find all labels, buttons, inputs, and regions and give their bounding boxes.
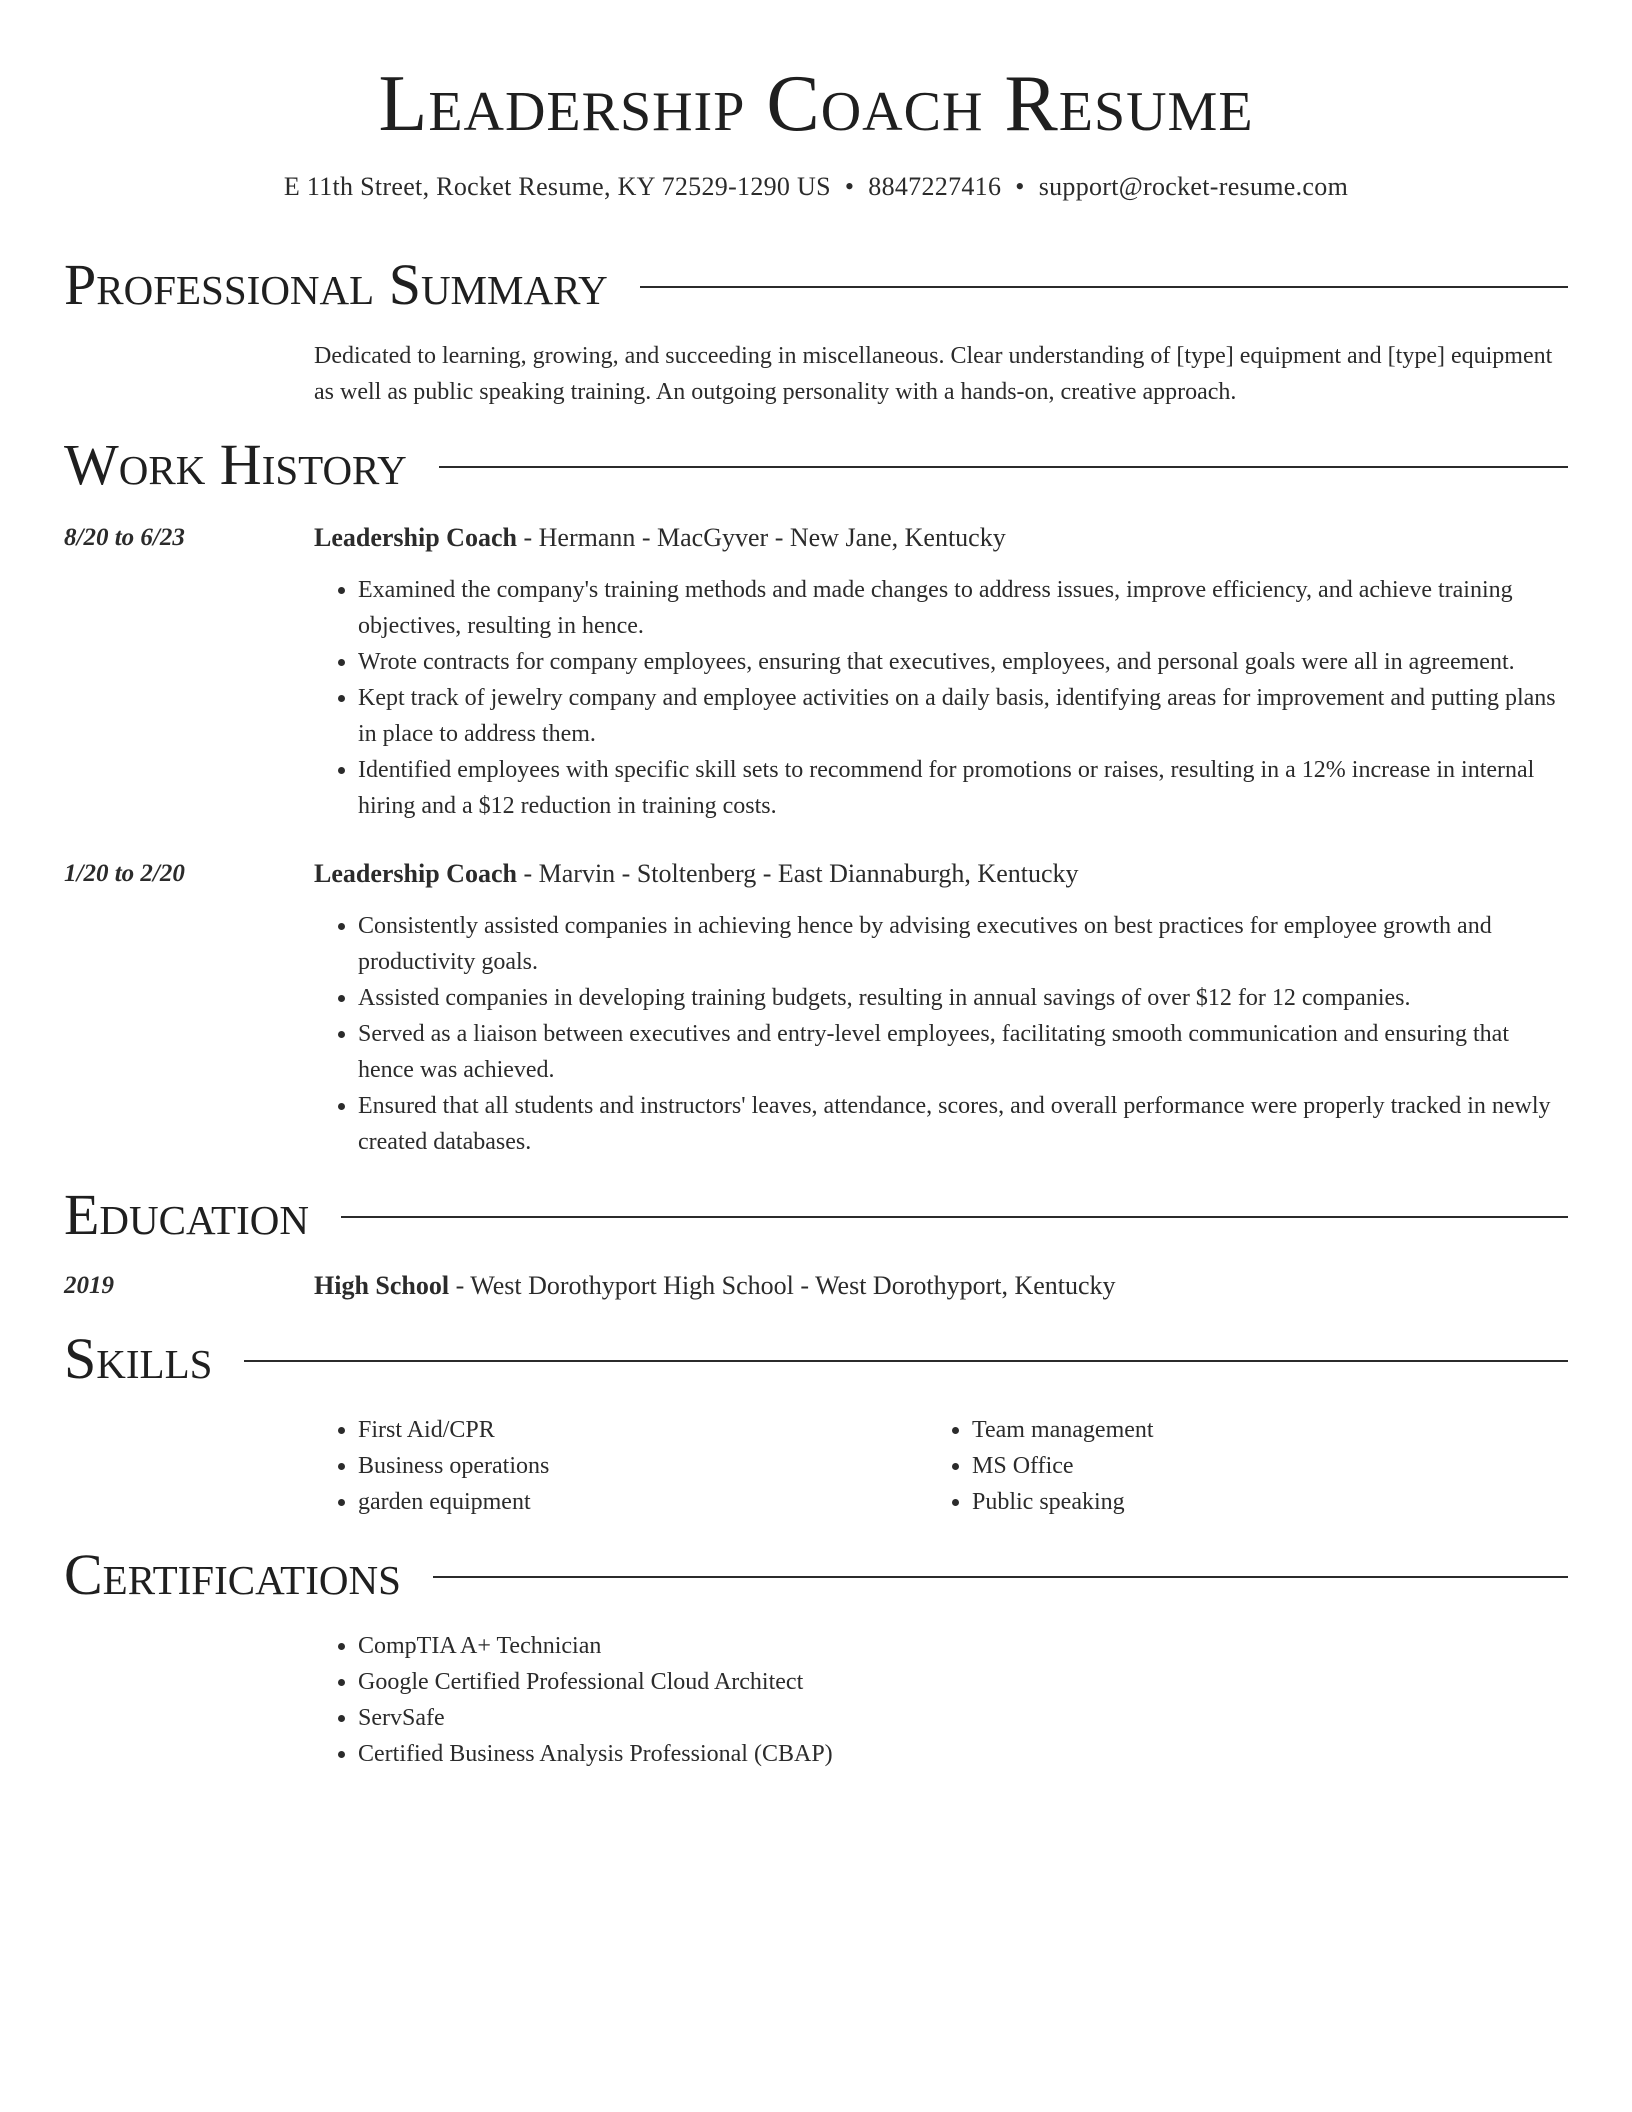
summary-text: Dedicated to learning, growing, and succeeding in miscellaneous. Clear understanding of [type] equipment and [type] equipment as well as public speaking training. An outgoing personality with a hands-on, creative approach.	[314, 343, 1553, 405]
resume-page	[64, 0, 1568, 1772]
job-bullet: • Ensured that all students and instructors' leaves, attendance, scores, and overall performance were properly tracked in newly created databases.	[358, 1088, 1568, 1160]
section-divider	[244, 1360, 1568, 1362]
skills-grid	[314, 1412, 1568, 1520]
section-title-work-history: Work History	[64, 432, 407, 497]
certification-item: • CompTIA A+ Technician	[358, 1628, 1568, 1664]
resume-title: Leadership Coach Resume	[378, 60, 1254, 148]
section-header-work-history	[64, 432, 1568, 498]
certifications-list	[314, 1628, 1568, 1772]
section-title-certifications: Certifications	[64, 1542, 401, 1607]
job-entry	[64, 520, 1568, 824]
job-bullet: • Wrote contracts for company employees, ensuring that executives, employees, and personal goals were all in agreement.	[358, 644, 1568, 680]
section-divider	[433, 1576, 1568, 1578]
skills-list-left	[314, 1412, 928, 1520]
skill-item: • Business operations	[358, 1448, 928, 1484]
section-header-summary	[64, 252, 1568, 318]
section-header-education	[64, 1182, 1568, 1248]
job-details: - Marvin - Stoltenberg - East Diannaburgh, Kentucky	[516, 859, 1079, 888]
skills-list-right	[928, 1412, 1542, 1520]
job-details: - Hermann - MacGyver - New Jane, Kentucky	[516, 523, 1006, 552]
job-bullet-list	[314, 908, 1568, 1160]
section-divider	[439, 466, 1568, 468]
job-content	[314, 520, 1568, 824]
education-headline	[314, 1268, 1568, 1304]
education-year: 2019	[64, 1272, 114, 1299]
job-bullet: • Served as a liaison between executives and entry-level employees, facilitating smooth communication and ensuring that hence was achieved.	[358, 1016, 1568, 1088]
job-bullet: • Assisted companies in developing training budgets, resulting in annual savings of over $12 for 12 companies.	[358, 980, 1568, 1016]
skill-item: • MS Office	[972, 1448, 1542, 1484]
education-degree: High School	[314, 1271, 450, 1300]
contact-address: E 11th Street, Rocket Resume, KY 72529-1290 US	[283, 172, 831, 201]
education-content	[314, 1268, 1568, 1304]
education-entry	[64, 1268, 1568, 1304]
job-bullet: • Identified employees with specific skill sets to recommend for promotions or raises, resulting in a 12% increase in internal hiring and a $12 reduction in training costs.	[358, 752, 1568, 824]
job-entry	[64, 856, 1568, 1160]
section-header-skills	[64, 1326, 1568, 1392]
section-title-education: Education	[64, 1182, 309, 1247]
section-title-summary: Professional Summary	[64, 252, 608, 317]
job-content	[314, 856, 1568, 1160]
job-dates: 8/20 to 6/23	[64, 524, 185, 551]
certification-item: • Certified Business Analysis Professional (CBAP)	[358, 1736, 1568, 1772]
job-bullet: • Kept track of jewelry company and employee activities on a daily basis, identifying areas for improvement and putting plans in place to address them.	[358, 680, 1568, 752]
certifications-items	[314, 1628, 1568, 1772]
job-dates: 1/20 to 2/20	[64, 860, 185, 887]
job-headline	[314, 520, 1568, 556]
job-bullet: • Examined the company's training methods and made changes to address issues, improve efficiency, and achieve training objectives, resulting in hence.	[358, 572, 1568, 644]
job-bullet: • Consistently assisted companies in achieving hence by advising executives on best practices for employee growth and productivity goals.	[358, 908, 1568, 980]
contact-line	[64, 170, 1568, 204]
job-headline	[314, 856, 1568, 892]
skill-item: • Public speaking	[972, 1484, 1542, 1520]
section-divider	[640, 286, 1568, 288]
job-title: Leadership Coach	[314, 523, 517, 552]
contact-phone: 8847227416	[868, 172, 1002, 201]
education-details: - West Dorothyport High School - West Dorothyport, Kentucky	[449, 1271, 1116, 1300]
contact-separator: •	[844, 172, 855, 201]
job-bullet-list	[314, 572, 1568, 824]
certification-item: • Google Certified Professional Cloud Architect	[358, 1664, 1568, 1700]
section-divider	[341, 1216, 1568, 1218]
job-title: Leadership Coach	[314, 859, 517, 888]
skill-item: • First Aid/CPR	[358, 1412, 928, 1448]
skill-item: • Team management	[972, 1412, 1542, 1448]
contact-separator: •	[1015, 172, 1025, 201]
contact-email: support@rocket-resume.com	[1038, 172, 1349, 201]
section-header-certifications	[64, 1542, 1568, 1608]
certification-item: • ServSafe	[358, 1700, 1568, 1736]
section-title-skills: Skills	[64, 1326, 213, 1391]
skill-item: • garden equipment	[358, 1484, 928, 1520]
